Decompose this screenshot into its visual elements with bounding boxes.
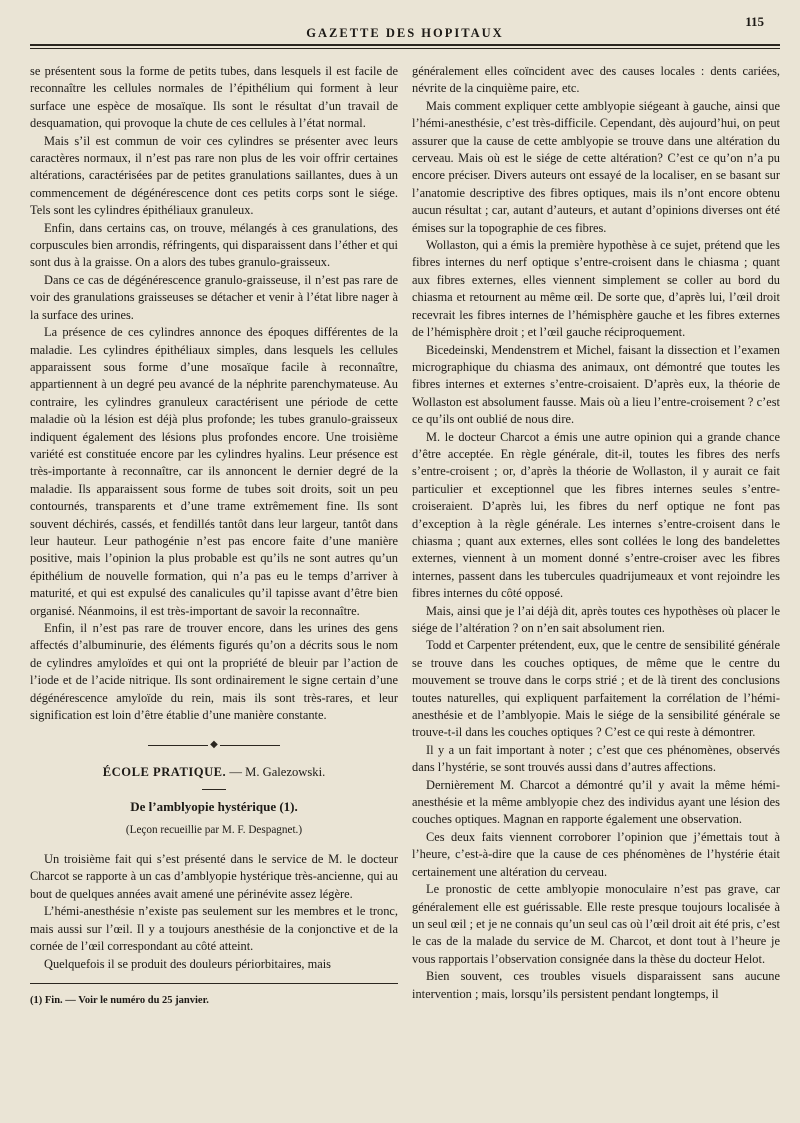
- left-column: [30, 63, 398, 1009]
- paragraph: Todd et Carpenter prétendent, eux, que le centre de sensibilité générale se trouve dans les couches optiques, de même que le centre du mouvement se trouve dans le corps strié ; et de là tirent des conclusions toutes naturelles, qui expliquent parfaitement la corrélation de l’hémi-anesthésie et de l’amblyopie. Mais le siége de la sensibilité générale se trouve-t-il dans les couches optiques ? C’est ce qui reste à démontrer.: [412, 638, 780, 740]
- header-rule: [30, 44, 780, 49]
- right-column: [412, 63, 780, 1009]
- footnote-rule: [30, 983, 398, 984]
- paragraph: La présence de ces cylindres annonce des époques différentes de la maladie. Les cylindres épithéliaux simples, dans lesquels les cellules apparaissent sous forme d’une mosaïque facile à reconnaître, appartiennent à un degré peu avancé de la néphrite parenchymateuse. Au contraire, les cylindres granuleux caractérisent une période de cette maladie où la lésion est déjà plus profonde; les tubes granulo-graisseux indiquent également des lésions plus profondes encore. Une troisième variété est constituée encore par les cylindres hyalins. Leur présence est très-importante à reconnaître, car ils annoncent le dernier degré de la maladie. Ils apparaissent sous forme de tubes soit droits, soit un peu contournés, transparents et d’une trame extrêmement fine. Ils sont souvent déchirés, cassés, et fendillés tantôt dans leur largeur, tantôt dans leur hauteur. Leur pathogénie n’est pas encore faite d’une manière positive, mais l’opinion la plus probable est qu’ils ne sont autres qu’un épithélium de nouvelle formation, qui n’a pas eu le temps d’arriver à maturité, et qui est expulsé des canalicules qu’il tapisse avant d’être bien organisé. Néanmoins, il est très-important de savoir la reconnaître.: [30, 325, 398, 618]
- paragraph: Il y a un fait important à noter ; c’est que ces phénomènes, observés dans l’hystérie, se sont trouvés aussi dans d’autres affections.: [412, 742, 780, 775]
- ornament-separator: ◆: [30, 736, 398, 753]
- article-title: De l’amblyopie hystérique (1).: [130, 799, 298, 815]
- short-rule: [202, 789, 226, 790]
- paragraph: Bicedeinski, Mendenstrem et Michel, faisant la dissection et l’examen micrographique du chiasma des animaux, ont démontré que toutes les fibres internes et externes s’entre-croisaient. D’après eux, la théorie de Wollaston est absolument fausse. Mais où a lieu l’entre-croisement ? c’est ce qu’ils ont oublié de nous dire.: [412, 342, 780, 427]
- footnote: (1) Fin. — Voir le numéro du 25 janvier.: [30, 994, 209, 1006]
- page-number: 115: [745, 14, 764, 29]
- paragraph: Quelquefois il se produit des douleurs périorbitaires, mais: [44, 956, 331, 971]
- paragraph: Mais comment expliquer cette amblyopie siégeant à gauche, ainsi que l’hémi-anesthésie, c’est très-difficile. Cependant, dès aujourd’hui, on peut assurer que la cause de cette amblyopie se trouve dans une altération du cerveau. Mais où est le siége de cette altération? C’est ce qu’on n’a pu encore préciser. Divers auteurs ont essayé de la localiser, en se basant sur l’anatomie descriptive des fibres optiques, mais ils n’ont encore obtenu aucun résultat ; car, autant d’auteurs, et autant d’opinions diverses ont été émises sur la topographie de ces fibres.: [412, 98, 780, 235]
- paragraph: Enfin, dans certains cas, on trouve, mélangés à ces granulations, des corpuscules bien arrondis, réfringents, qui disparaissent dans l’éther et qui sont dus à la graisse. On a alors des tubes granulo-graisseux.: [30, 220, 398, 270]
- paragraph: L’hémi-anesthésie n’existe pas seulement sur les membres et le tronc, mais aussi sur l’œil. Il y a toujours anesthésie de la conjonctive et de la cornée de l’œil correspondant au côté atteint.: [30, 904, 398, 954]
- section-name: ÉCOLE PRATIQUE.: [102, 764, 227, 779]
- paragraph: M. le docteur Charcot a émis une autre opinion qui a grande chance d’être acceptée. En règle générale, dit-il, toutes les fibres des nerfs s’entre-croisent ; or, d’après la théorie de Wollaston, il y aurait ce fait particulier et exceptionnel que les fibres internes seules s’entre-croiseraient. D’après lui, les fibres du nerf optique ne font pas d’exception à la règle générale. Les internes s’entre-croisent dans le chiasma ; quant aux externes, elles sont collées le long des bandelettes externes, viennent à un moment donné s’entre-croiser avec les fibres internes, passent dans les tubercules quadrijumeaux et vont rejoindre les fibres internes du côté opposé.: [412, 429, 780, 601]
- two-column-body: [30, 63, 780, 1009]
- paragraph: Mais, ainsi que je l’ai déjà dit, après toutes ces hypothèses où placer le siége de l’altération ? on n’en sait absolument rien.: [412, 603, 780, 635]
- section-author: — M. Galezowski.: [229, 764, 326, 779]
- paragraph: Dernièrement M. Charcot a démontré qu’il y avait la même hémi-anesthésie et la même amblyopie chez des individus ayant une lésion des couches optiques. Magnan en rapporte également une observation.: [412, 777, 780, 827]
- paragraph: Enfin, il n’est pas rare de trouver encore, dans les urines des gens affectés d’albuminurie, des éléments figurés qu’on a décrits sous le nom de cylindres amyloïdes et qui ont la propriété de bleuir par l’action de l’iode et de l’acide nitrique. Ils sont ordinairement le signe certain d’une dégénérescence amyloïde du rein, mais ils sont très-rares, et leur signification est loin d’être établie d’une manière constante.: [30, 621, 398, 723]
- paragraph: Ces deux faits viennent corroborer l’opinion que j’émettais tout à l’heure, c’est-à-dire que la cause de ces phénomènes de l’hystérie était certainement une altération du cerveau.: [412, 829, 780, 879]
- paragraph: Un troisième fait qui s’est présenté dans le service de M. le docteur Charcot se rapporte à un cas d’amblyopie hystérique très-ancienne, qui au bout de quelques années avait amené une périnévite assez légère.: [30, 852, 398, 901]
- running-title: GAZETTE DES HOPITAUX: [306, 26, 504, 40]
- article-byline: (Leçon recueillie par M. F. Despagnet.): [125, 823, 303, 836]
- paragraph: Le pronostic de cette amblyopie monoculaire n’est pas grave, car généralement elle est guérissable. Elle reste presque toujours localisée à un seul œil ; et je ne connais qu’un seul cas où l’œil droit ait été pris, c’est le cas de la malade du service de M. Charcot, et dont tout à l’heure je vous rapportais l’observation consignée dans la thèse du docteur Helot.: [412, 882, 780, 966]
- paragraph: Wollaston, qui a émis la première hypothèse à ce sujet, prétend que les fibres internes du nerf optique s’entre-croisent dans le chiasma ; quant aux fibres externes, elles viennent simplement se coller au bord du chiasma et retournent au même œil. De sorte que, d’après lui, l’œil droit recevrait les fibres internes de l’hémisphère gauche et les fibres externes de l’hémisphère droit ; et l’œil gauche réciproquement.: [412, 238, 780, 340]
- paragraph: Bien souvent, ces troubles visuels disparaissent sans aucune intervention ; mais, lorsqu’ils persistent pendant longtemps, il: [412, 969, 780, 1001]
- paragraph: Mais s’il est commun de voir ces cylindres se présenter avec leurs caractères normaux, il n’est pas rare non plus de les voir offrir certaines altérations, caractérisées par de petites granulations saillantes, dues à un commencement de dégénérescence dont ces petits corps sont le siége. Tels sont les cylindres épithéliaux granuleux.: [30, 133, 398, 218]
- paragraph: se présentent sous la forme de petits tubes, dans lesquels il est facile de reconnaître les cellules normales de l’épithélium qui forment à leur surface une espèce de mosaïque. Ils sont le résultat d’un travail de desquamation, qui provoque la chute de ces cellules à l’état normal.: [30, 64, 398, 131]
- page-header: [30, 14, 780, 42]
- paragraph: généralement elles coïncident avec des causes locales : dents cariées, névrite de la cinquième paire, etc.: [412, 64, 780, 96]
- section-heading: [30, 764, 398, 781]
- paragraph: Dans ce cas de dégénérescence granulo-graisseuse, il n’est pas rare de voir des granulations graisseuses se détacher et venir à l’état libre nager à la surface des urines.: [30, 272, 398, 322]
